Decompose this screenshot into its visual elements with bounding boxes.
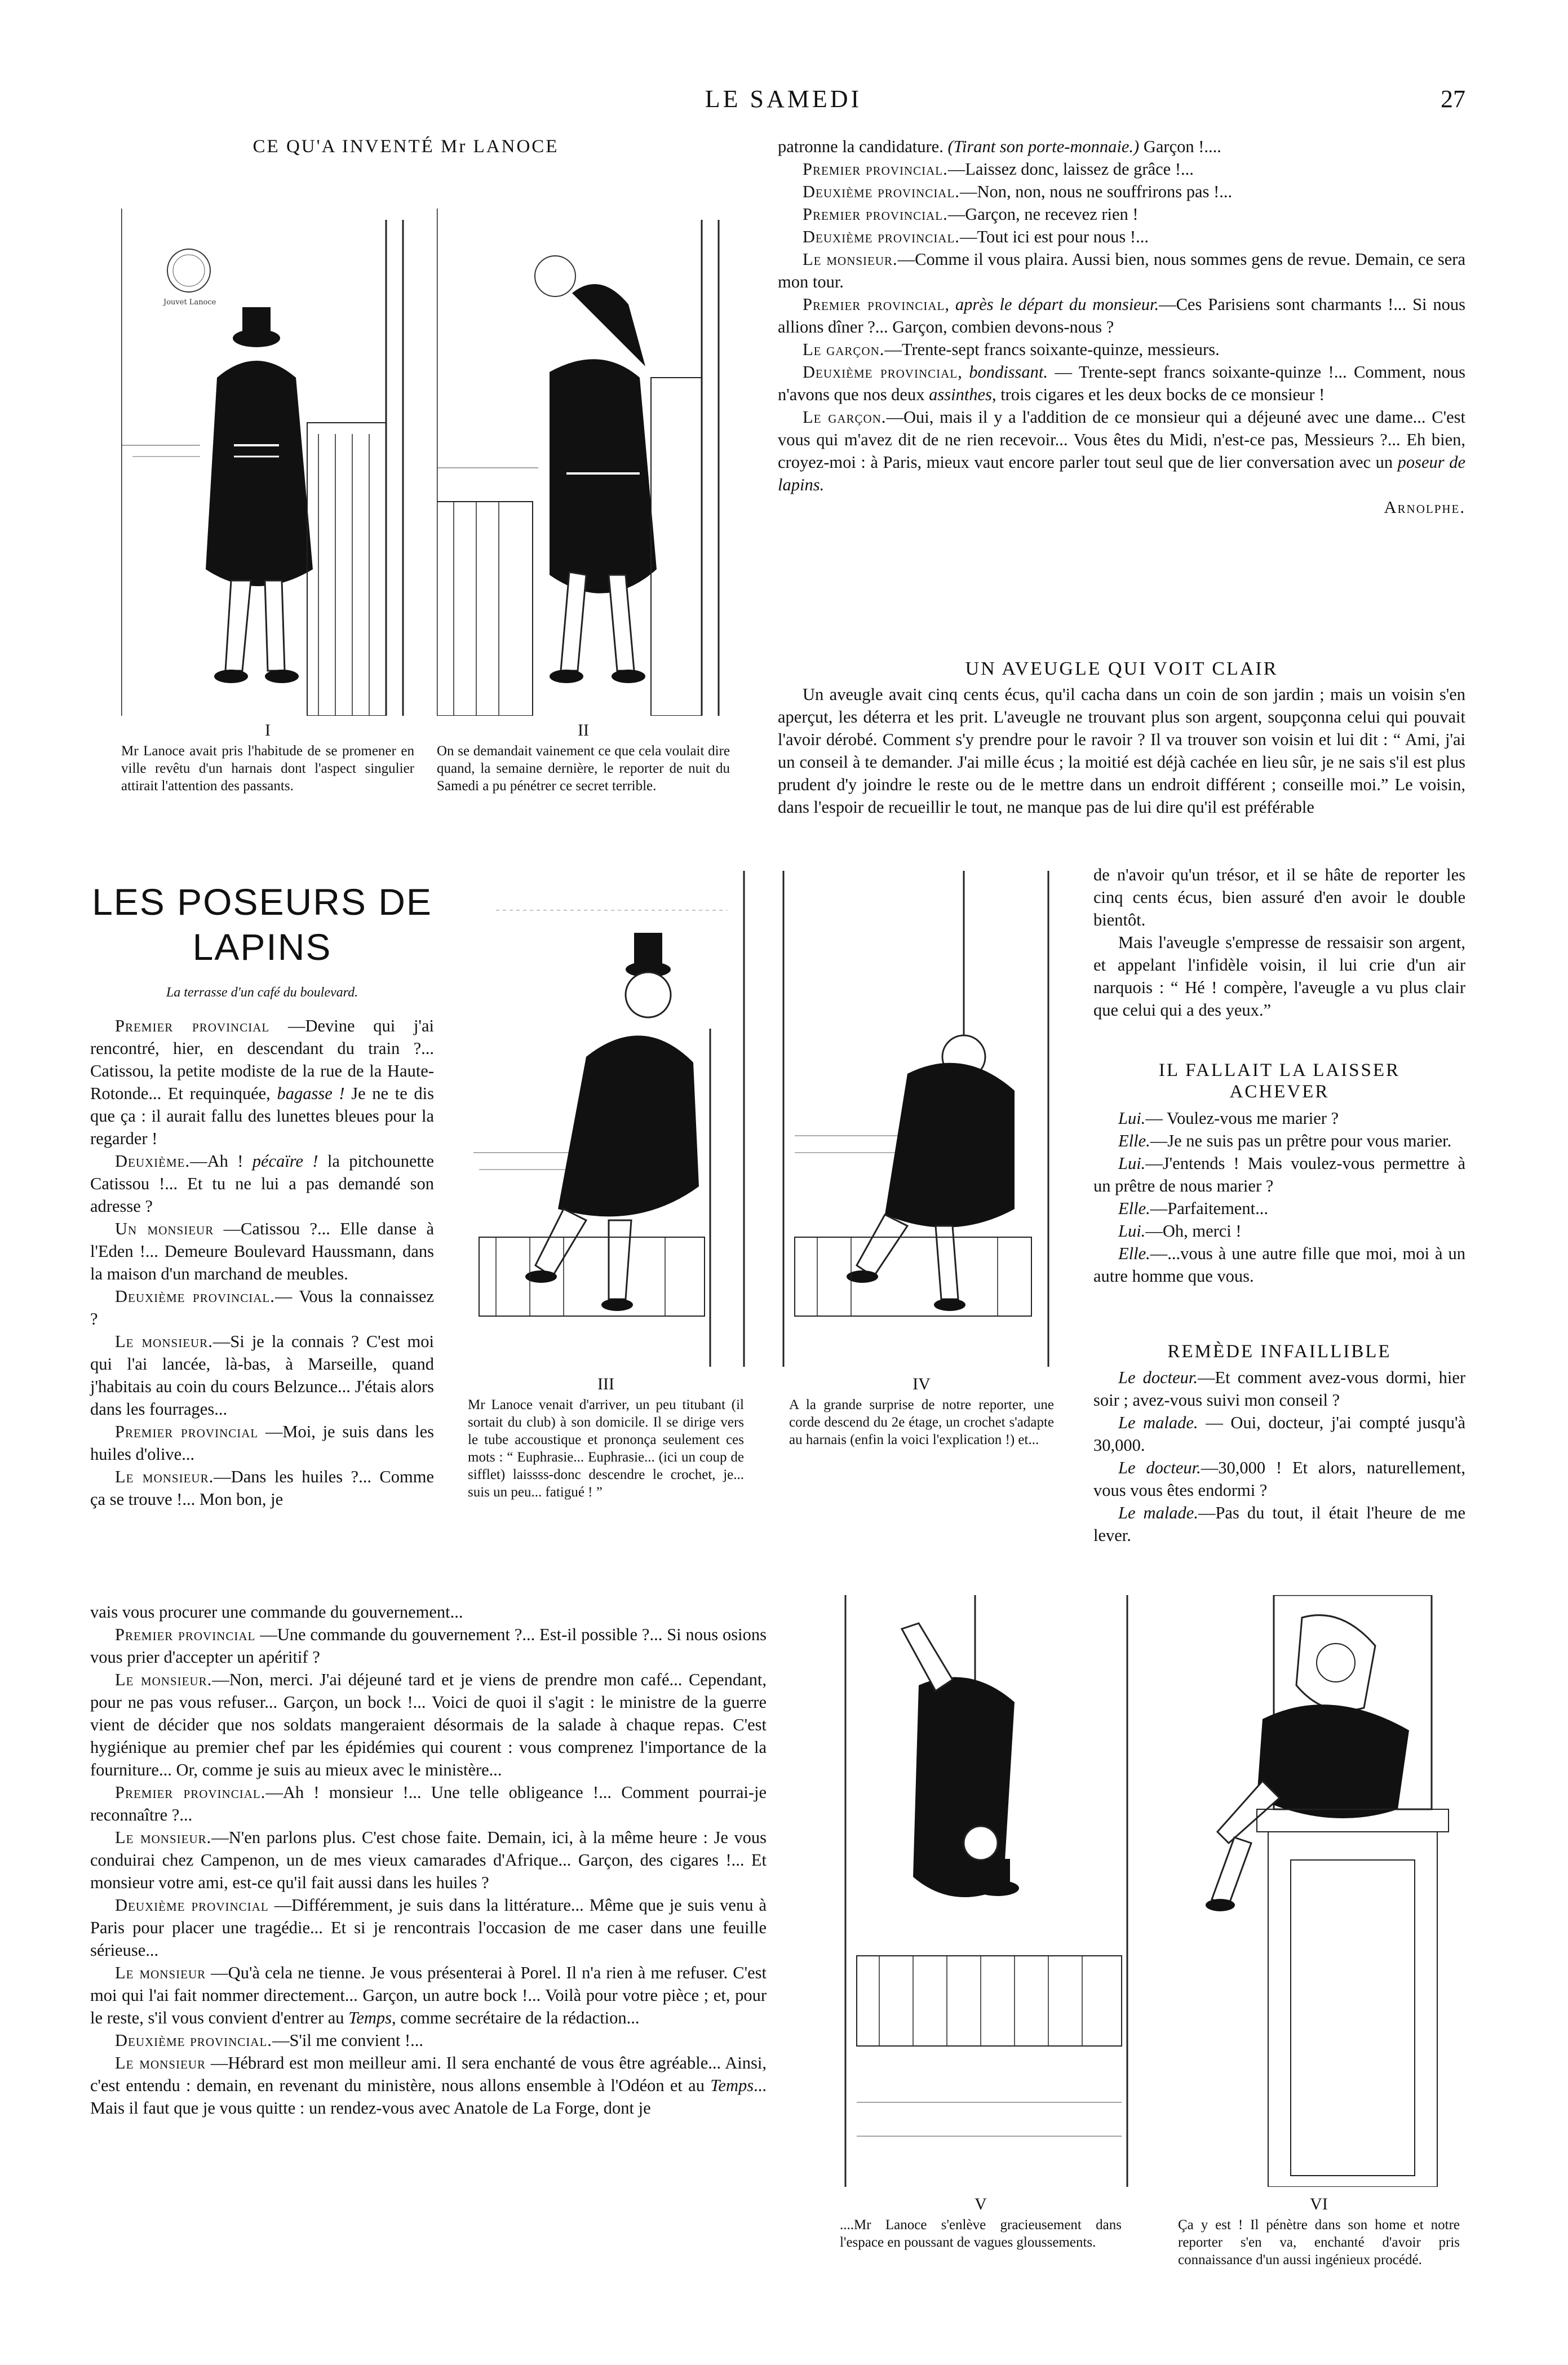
- speaker: Premier provincial: [803, 295, 945, 314]
- speaker: Le monsieur.: [115, 1670, 212, 1689]
- speaker: Un monsieur: [115, 1219, 214, 1238]
- speaker: Le monsieur.: [803, 250, 898, 269]
- stage-direction: , bondissant.: [958, 362, 1048, 382]
- dialogue-italic: Temps: [348, 2008, 392, 2027]
- dialogue: — Trente-sept francs soixante-quinze !... Comment, nous n'avons que nos deux: [778, 362, 1465, 404]
- dialogue: Je ne te dis que ça : il aurait fallu des lunettes bleues pour la regarder !: [90, 1084, 435, 1148]
- caption-3-number: III: [597, 1375, 614, 1393]
- aveugle-paragraph: Mais l'aveugle s'empresse de ressaisir son argent, et appelant l'infidèle voisin, il lui crie d'un air narquois : “ Hé ! compère, l'aveugle a vu plus clair que celui qui a des yeux.”: [1093, 933, 1465, 1020]
- caption-3-text: Mr Lanoce venait d'arriver, un peu titubant (il sortait du club) à son domicile. Il se dirige vers le tube accoustique et prononça seulement ces mots : “ Euphrasie... Euphrasie... (ici un coup de sifflet) laissss-donc descendre le crochet, je... suis un peu... fatigué ! ”: [468, 1397, 744, 1500]
- dialogue: —Pas du tout, il était l'heure de me lever.: [1093, 1503, 1465, 1545]
- achever-title-line2: ACHEVER: [1229, 1082, 1330, 1102]
- aveugle-title: UN AVEUGLE QUI VOIT CLAIR: [965, 658, 1278, 679]
- speaker: Le monsieur.: [115, 1467, 214, 1486]
- illustration-panel-3: [462, 871, 755, 1367]
- speaker: Lui.: [1118, 1109, 1146, 1128]
- dialogue: —Et comment avez-vous dormi, hier soir ; avez-vous suivi mon conseil ?: [1093, 1368, 1465, 1410]
- dialogue: —Non, non, nous ne souffrirons pas !...: [959, 182, 1233, 201]
- caption-2-number: II: [578, 721, 589, 739]
- aveugle-body-narrow: [1093, 863, 1465, 1021]
- speaker: Deuxième provincial.: [803, 182, 960, 201]
- caption-6-number: VI: [1310, 2195, 1328, 2213]
- speaker: Le garçon.: [803, 340, 885, 359]
- dialogue: Garçon !....: [1139, 137, 1221, 156]
- dialogue: —30,000 ! Et alors, naturellement, vous vous êtes endormi ?: [1093, 1458, 1465, 1500]
- speaker: Lui.: [1118, 1154, 1146, 1173]
- caption-4-text: A la grande surprise de notre reporter, une corde descend du 2e étage, un crochet s'adapte au harnais (enfin la voici l'explication !) et...: [789, 1397, 1054, 1447]
- dialogue: — Vous la connaissez ?: [90, 1287, 434, 1328]
- dialogue: —Ah !: [190, 1152, 253, 1171]
- dialogue: —N'en parlons plus. C'est chose faite. Demain, ici, à la même heure : Je vous conduirai chez Campenon, un de mes vieux camarades d'Afrique... Garçon, des cigares !... Et monsieur votre ami, est-ce qu'il fait aussi dans les huiles ?: [90, 1828, 767, 1892]
- dialogue-italic: poseur de lapins.: [778, 453, 1465, 494]
- dialogue-italic: assinthes: [929, 385, 992, 404]
- dialogue: —Catissou ?... Elle danse à l'Eden !... Demeure Boulevard Haussmann, dans la maison d'un marchand de meubles.: [90, 1219, 435, 1283]
- dialogue: —Ah ! monsieur !... Une telle obligeance !... Comment pourrai-je reconnaître ?...: [90, 1783, 767, 1824]
- speaker: Le docteur.: [1118, 1458, 1201, 1477]
- dialogue: , trois cigares et les deux bocks de ce monsieur !: [991, 385, 1325, 404]
- dialogue: —S'il me convient !...: [272, 2031, 424, 2050]
- speaker: Premier provincial: [115, 1016, 270, 1035]
- illustration-panel-2: [437, 209, 730, 716]
- speaker: Le monsieur.: [115, 1828, 212, 1847]
- caption-1-number: I: [265, 721, 271, 739]
- dialogue: —Moi, je suis dans les huiles d'olive...: [90, 1422, 434, 1464]
- dialogue: —Différemment, je suis dans la littérature... Même que je suis venu à Paris pour placer une tragédie... Et si je rencontrais l'occasion de me caser dans une feuille sérieuse...: [90, 1895, 767, 1960]
- page-number: 27: [1441, 85, 1465, 113]
- caption-6: [1178, 2195, 1460, 2269]
- poseurs-title-line2: LAPINS: [192, 926, 332, 968]
- dialogue: , comme secrétaire de la rédaction...: [392, 2008, 640, 2027]
- speaker: Premier provincial: [115, 1625, 256, 1644]
- dialogue: — Voulez-vous me marier ?: [1145, 1109, 1339, 1128]
- dialogue: —Hébrard est mon meilleur ami. Il sera enchanté de vous être agréable... Ainsi, c'est entendu : demain, en revenant du ministère, nous allons ensemble à l'Odéon et au: [90, 2053, 767, 2095]
- dialogue: —Comme il vous plaira. Aussi bien, nous sommes gens de revue. Demain, ce sera mon tour.: [778, 250, 1466, 291]
- speaker: Le malade.: [1118, 1413, 1198, 1432]
- caption-3: [468, 1375, 744, 1501]
- remede-body: [1093, 1366, 1465, 1547]
- illustration-panel-6: [1172, 1595, 1477, 2187]
- caption-5-number: V: [975, 2195, 987, 2213]
- dialogue: la pitchounette Catissou !... Et tu ne lui a pas demandé son adresse ?: [90, 1152, 434, 1216]
- dialogue: —Dans les huiles ?... Comme ça se trouve !... Mon bon, je: [90, 1467, 434, 1509]
- speaker: Deuxième provincial.: [115, 1287, 275, 1306]
- speaker: Premier provincial.: [803, 205, 948, 224]
- illustration-panel-1: [121, 209, 414, 716]
- masthead-title: LE SAMEDI: [705, 85, 862, 113]
- poseurs-title-line1: LES POSEURS DE: [92, 881, 432, 923]
- dialogue: —Si je la connais ? C'est moi qui l'ai lancée, là-bas, à Marseille, quand j'habitais au coin du cours Belzunce... J'étais alors dans les fourrages...: [90, 1332, 434, 1419]
- dialogue: —...vous à une autre fille que moi, moi à un autre homme que vous.: [1093, 1244, 1465, 1286]
- dialogue: —Garçon, ne recevez rien !: [947, 205, 1139, 224]
- illustration-panel-4: [772, 871, 1065, 1367]
- speaker: Elle.: [1118, 1244, 1150, 1263]
- speaker: Lui.: [1118, 1221, 1146, 1241]
- speaker: Premier provincial.: [115, 1783, 266, 1802]
- dialogue-italic: pécaïre !: [252, 1152, 318, 1171]
- caption-2: [437, 721, 730, 795]
- aveugle-paragraph: de n'avoir qu'un trésor, et il se hâte de reporter les cinq cents écus, bien assuré d'en avoir le double bientôt.: [1093, 865, 1465, 929]
- dialogue: ... Mais il faut que je vous quitte : un rendez-vous avec Anatole de La Forge, dont je: [90, 2076, 767, 2118]
- dialogue: —Laissez donc, laissez de grâce !...: [947, 160, 1194, 179]
- caption-1: [121, 721, 414, 795]
- speaker: Elle.: [1118, 1131, 1150, 1150]
- poseurs-subtitle: La terrasse d'un café du boulevard.: [166, 985, 358, 1000]
- caption-6-text: Ça y est ! Il pénètre dans son home et notre reporter s'en va, enchanté d'avoir pris connaissance d'un aussi ingénieux procédé.: [1178, 2217, 1460, 2267]
- dialogue: —Qu'à cela ne tienne. Je vous présenterai à Porel. Il n'a rien à me refuser. C'est moi qui l'ai fait nommer directement... Garçon, un autre bock !... Voilà pour votre pièce ; et, pour le reste, s'il vous convient d'entrer au: [90, 1963, 767, 2027]
- dialogue: —Parfaitement...: [1150, 1199, 1268, 1218]
- speaker: Deuxième provincial.: [115, 2031, 272, 2050]
- speaker: Deuxième provincial: [803, 362, 958, 382]
- caption-2-text: On se demandait vainement ce que cela voulait dire quand, la semaine dernière, le reporter de nuit du Samedi a pu pénétrer ce secret terrible.: [437, 743, 730, 794]
- dialogue: vais vous procurer une commande du gouvernement...: [90, 1602, 463, 1622]
- caption-1-text: Mr Lanoce avait pris l'habitude de se promener en ville revêtu d'un harnais dont l'aspect singulier attirait l'attention des passants.: [121, 743, 414, 794]
- illustration-panel-5: [834, 1595, 1139, 2187]
- speaker: Le malade.: [1118, 1503, 1198, 1522]
- dialogue: —Une commande du gouvernement ?... Est-il possible ?... Si nous osions vous prier d'accepter un apéritif ?: [90, 1625, 767, 1667]
- stage-direction: , après le départ du monsieur.: [945, 295, 1159, 314]
- achever-body: [1093, 1107, 1465, 1287]
- dialogue: patronne la candidature.: [778, 137, 948, 156]
- speaker: Le garçon.: [803, 408, 887, 427]
- poseurs-column-bottom: [90, 1601, 767, 2119]
- speaker: Le monsieur: [115, 1963, 206, 1982]
- dialogue-italic: bagasse !: [277, 1084, 345, 1103]
- dialogue: — Oui, docteur, j'ai compté jusqu'à 30,000.: [1093, 1413, 1465, 1455]
- stage-direction: (Tirant son porte-monnaie.): [947, 137, 1140, 156]
- dialogue-italic: Temps: [710, 2076, 754, 2095]
- caption-5-text: ....Mr Lanoce s'enlève gracieusement dans l'espace en poussant de vagues gloussements.: [840, 2217, 1122, 2250]
- speaker: Le docteur.: [1118, 1368, 1198, 1387]
- caption-5: [840, 2195, 1122, 2251]
- author-signature: Arnolphe.: [1384, 498, 1465, 517]
- drawing-signature: Jouvet Lanoce: [163, 298, 216, 307]
- speaker: Premier provincial.: [803, 160, 948, 179]
- poseurs-column-left: [90, 1015, 434, 1511]
- invente-title: CE QU'A INVENTÉ Mr LANOCE: [253, 136, 559, 157]
- dialogue: —Oh, merci !: [1145, 1221, 1242, 1241]
- speaker: Premier provincial: [115, 1422, 259, 1441]
- dialogue: —Non, merci. J'ai déjeuné tard et je viens de prendre mon café... Cependant, pour ne pas vous refuser... Garçon, un bock !... Voici de quoi il s'agit : le ministre de la guerre vient de décider que nos soldats mangeraient désormais de la salade à chaque repas. C'est hygiénique au premier chef par les épidémies qui courent : vous comprenez l'importance de la fourniture... Or, comme je suis au mieux avec le ministère...: [90, 1670, 767, 1779]
- speaker: Deuxième provincial: [115, 1895, 269, 1915]
- dialogue: —J'entends ! Mais voulez-vous permettre à un prêtre de nous marier ?: [1093, 1154, 1465, 1195]
- speaker: Deuxième provincial.: [803, 227, 960, 246]
- remede-title: REMÈDE INFAILLIBLE: [1167, 1341, 1392, 1362]
- poseurs-continuation: [778, 135, 1465, 519]
- dialogue: —Trente-sept francs soixante-quinze, messieurs.: [884, 340, 1220, 359]
- dialogue: —Tout ici est pour nous !...: [959, 227, 1149, 246]
- speaker: Le monsieur.: [115, 1332, 213, 1351]
- dialogue: —Devine qui j'ai rencontré, hier, en descendant du train ?... Catissou, la petite modiste de la rue de la Haute-Rotonde... Et requinquée,: [90, 1016, 434, 1103]
- aveugle-body-wide: [778, 683, 1465, 818]
- speaker: Le monsieur: [115, 2053, 206, 2072]
- caption-4: [789, 1375, 1054, 1449]
- dialogue: —Ces Parisiens sont charmants !... Si nous allions dîner ?... Garçon, combien devons-nous ?: [778, 295, 1465, 336]
- caption-4-number: IV: [913, 1375, 931, 1393]
- achever-title-line1: IL FALLAIT LA LAISSER: [1158, 1060, 1401, 1080]
- dialogue: —Oui, mais il y a l'addition de ce monsieur qui a déjeuné avec une dame... C'est vous qui m'avez dit de ne rien recevoir... Vous êtes du Midi, n'est-ce pas, Messieurs ?... Eh bien, croyez-moi : à Paris, mieux vaut encore parler tout seul que de lier conversation avec un: [778, 408, 1465, 472]
- dialogue: —Je ne suis pas un prêtre pour vous marier.: [1150, 1131, 1452, 1150]
- speaker: Elle.: [1118, 1199, 1150, 1218]
- aveugle-paragraph: Un aveugle avait cinq cents écus, qu'il cacha dans un coin de son jardin ; mais un voisin s'en aperçut, les déterra et les prit. L'aveugle ne trouvant plus son argent, soupçonna celui qui pouvait l'avoir dérobé. Comment s'y prendre pour le ravoir ? Il va trouver son voisin et lui dit : “ Ami, j'ai un conseil à te demander. J'ai mille écus ; la moitié est déjà cachée en lieu sûr, je ne sais s'il est plus prudent d'y joindre le reste ou de le mettre dans un endroit différent ; conseille moi.” Le voisin, dans l'espoir de recueillir le tout, ne manque pas de lui dire qu'il est préférable: [778, 685, 1465, 817]
- speaker: Deuxième.: [115, 1152, 191, 1171]
